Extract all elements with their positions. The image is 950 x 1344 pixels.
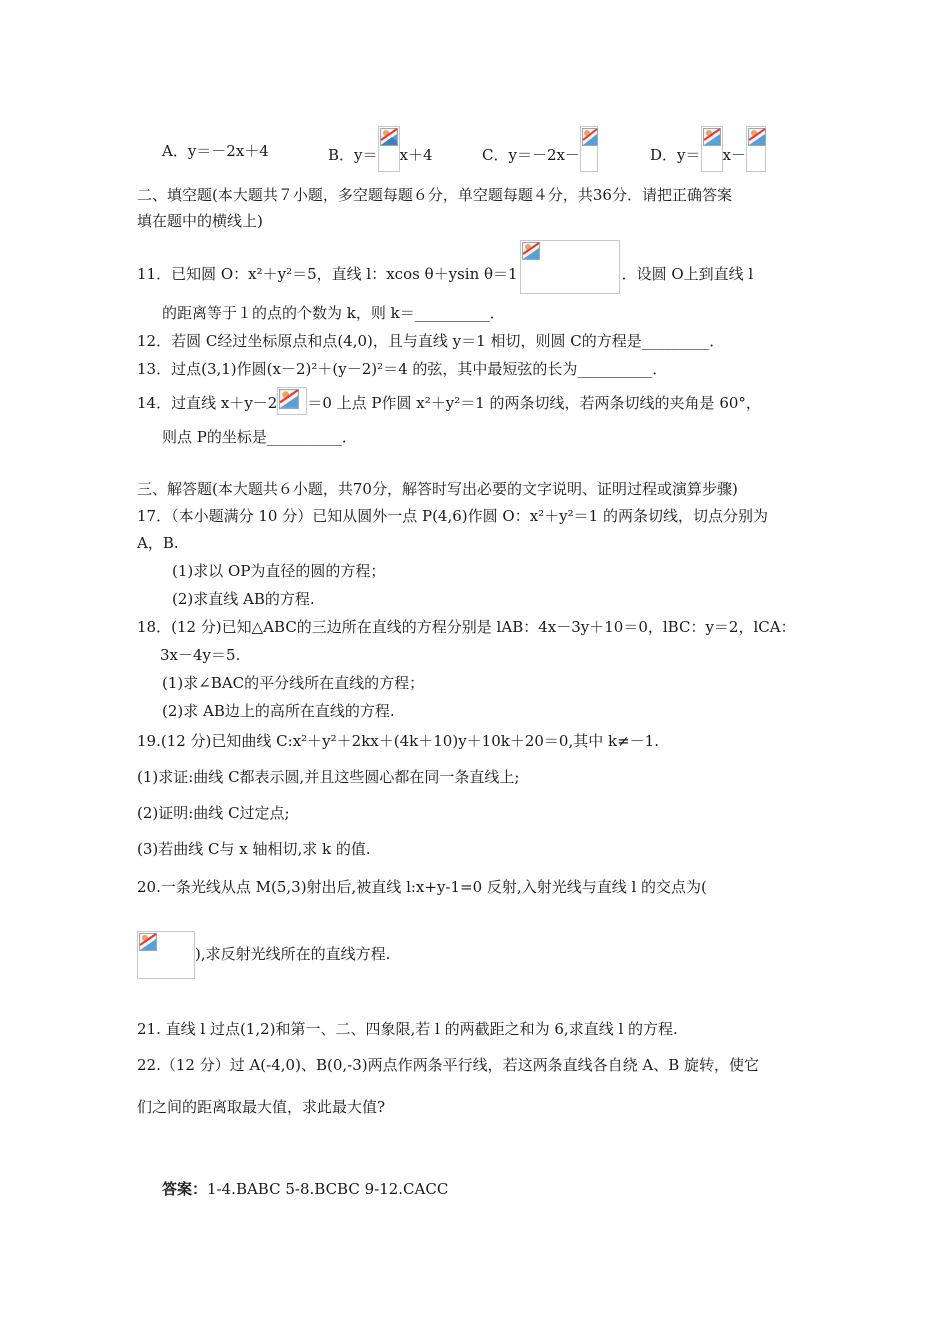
broken-image-icon: [701, 126, 723, 172]
question-11: 11．已知圆 O：x²＋y²＝5，直线 l：xcos θ＋ysin θ＝1 ．设圆 O上到直线 l: [137, 256, 753, 294]
answer-text: 1-4.BABC 5-8.BCBC 9-12.CACC: [207, 1180, 449, 1198]
question-17: 17．（本小题满分 10 分）已知从圆外一点 P(4,6)作圆 O：x²＋y²＝1 的两条切线，切点分别为: [137, 507, 768, 525]
question-14: 14．过直线 x＋y－2 ＝0 上点 P作圆 x²＋y²＝1 的两条切线，若两条切线的夹角是 60°，: [137, 392, 761, 415]
question-18-part-2: (2)求 AB边上的高所在直线的方程.: [162, 702, 395, 720]
choice-c: C．y＝－2x－: [482, 140, 598, 172]
question-19-part-2: (2)证明:曲线 C过定点;: [137, 804, 290, 822]
question-19: 19.(12 分)已知曲线 C:x²＋y²＋2kx＋(4k＋10)y＋10k＋20＝0,其中 k≠－1.: [137, 732, 659, 750]
question-18-cont: 3x－4y＝5.: [160, 646, 241, 664]
question-19-part-1: (1)求证:曲线 C都表示圆,并且这些圆心都在同一条直线上;: [137, 768, 520, 786]
question-20-cont: ),求反射光线所在的直线方程.: [137, 930, 390, 979]
broken-image-icon: [746, 126, 766, 172]
question-17-cont: A，B.: [137, 534, 179, 552]
question-14-cont: 则点 P的坐标是__________．: [162, 428, 357, 446]
choice-a: A．y＝－2x＋4: [162, 142, 269, 160]
choice-b: B．y＝ x＋4: [328, 140, 433, 172]
choice-d: D．y＝ x－: [650, 140, 766, 172]
question-12: 12．若圆 C经过坐标原点和点(4,0)，且与直线 y＝1 相切，则圆 C的方程是_________．: [137, 332, 725, 350]
question-22: 22.（12 分）过 A(-4,0)、B(0,-3)两点作两条平行线，若这两条直线各自绕 A、B 旋转，使它: [137, 1056, 759, 1074]
broken-image-icon: [378, 126, 400, 172]
broken-image-icon: [520, 240, 620, 294]
answer-key: [162, 1178, 448, 1200]
section-3-heading: 三、解答题(本大题共６小题，共70分，解答时写出必要的文字说明、证明过程或演算步骤): [137, 480, 738, 498]
section-2-heading-cont: 填在题中的横线上): [137, 212, 263, 230]
question-21: 21. 直线 l 过点(1,2)和第一、二、四象限,若 l 的两截距之和为 6,求直线 l 的方程.: [137, 1020, 678, 1038]
broken-image-icon: [277, 387, 307, 415]
question-11-cont: 的距离等于１的点的个数为 k，则 k＝__________．: [162, 304, 505, 322]
question-20: 20.一条光线从点 M(5,3)射出后,被直线 l:x+y-1=0 反射,入射光线与直线 l 的交点为(: [137, 878, 707, 896]
choice-row: [162, 140, 269, 162]
broken-image-icon: [137, 931, 195, 979]
question-18: 18．(12 分)已知△ABC的三边所在直线的方程分别是 lAB：4x－3y＋10＝0，lBC：y＝2，lCA：: [137, 618, 796, 636]
broken-image-icon: [580, 126, 598, 172]
question-19-part-3: (3)若曲线 C与 x 轴相切,求 k 的值.: [137, 840, 371, 858]
question-18-part-1: (1)求∠BAC的平分线所在直线的方程；: [162, 674, 425, 692]
question-17-part-2: (2)求直线 AB的方程.: [172, 590, 315, 608]
question-17-part-1: (1)求以 OP为直径的圆的方程；: [172, 562, 386, 580]
section-2-heading: 二、填空题(本大题共７小题，多空题每题６分，单空题每题４分，共36分．请把正确答案: [137, 186, 732, 204]
answer-label: 答案：: [162, 1180, 208, 1198]
question-22-cont: 们之间的距离取最大值，求此最大值?: [137, 1098, 386, 1116]
question-13: 13．过点(3,1)作圆(x－2)²＋(y－2)²＝4 的弦，其中最短弦的长为__________．: [137, 360, 668, 378]
